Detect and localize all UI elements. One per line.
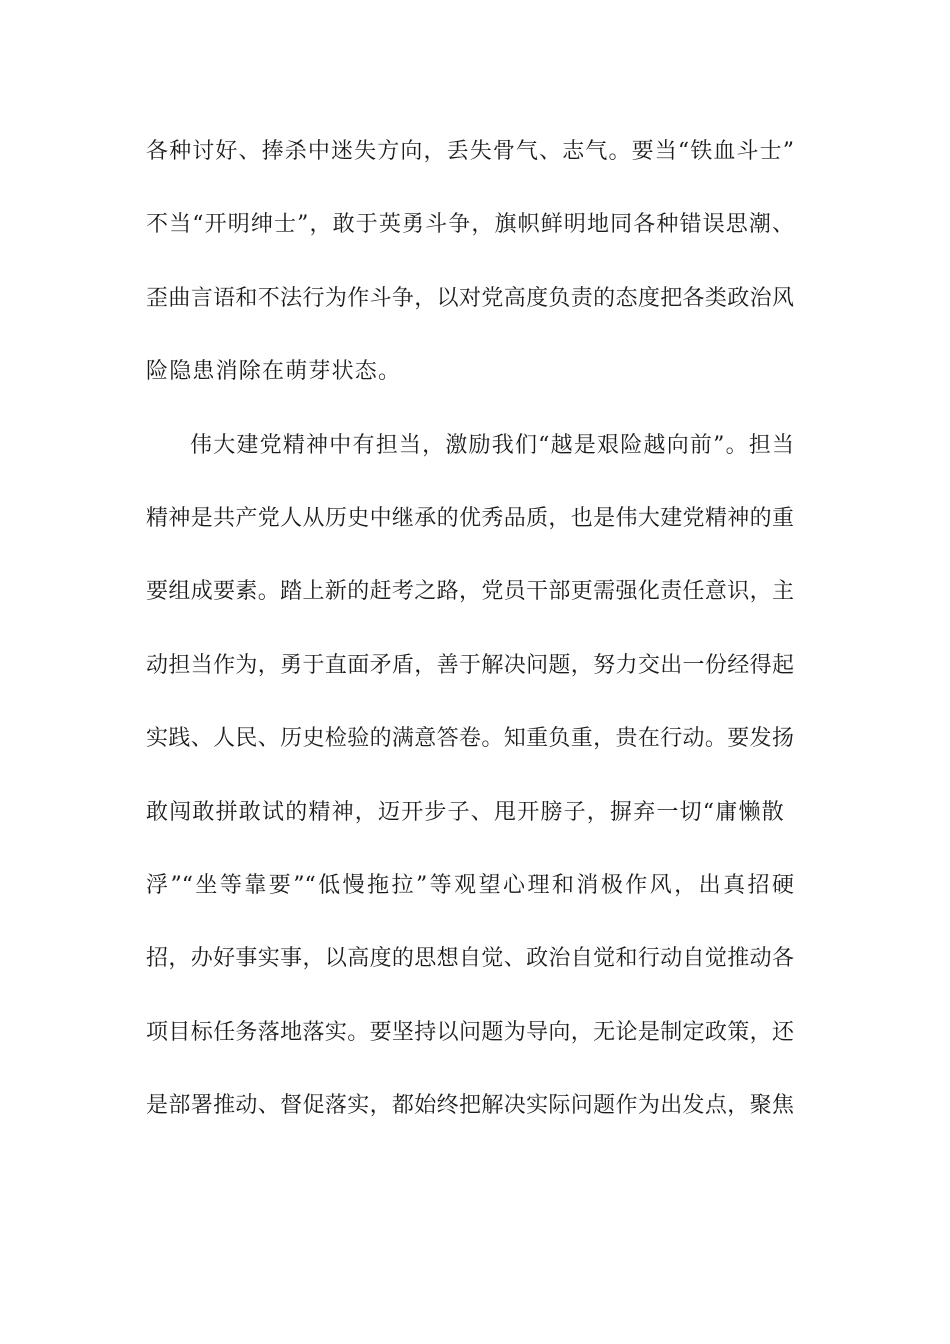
text-line-6: 精神是共产党人从历史中继承的优秀品质，也是伟大建党精神的重: [146, 505, 794, 531]
text-line-10: 敢闯敢拼敢试的精神，迈开步子、甩开膀子，摒弃一切“庸懒散: [146, 799, 785, 825]
text-line-1: 各种讨好、捧杀中迷失方向，丢失骨气、志气。要当“铁血斗士”: [146, 139, 794, 164]
text-line-5: 伟大建党精神中有担当，激励我们“越是艰险越向前”。担当: [190, 432, 794, 458]
text-line-2: 不当“开明绅士”，敢于英勇斗争，旗帜鲜明地同各种错误思潮、: [146, 212, 794, 238]
text-line-9: 实践、人民、历史检验的满意答卷。知重负重，贵在行动。要发扬: [146, 726, 794, 752]
text-line-4: 险隐患消除在萌芽状态。: [146, 359, 402, 385]
text-line-12: 招，办好事实事，以高度的思想自觉、政治自觉和行动自觉推动各: [146, 946, 794, 972]
text-line-14: 是部署推动、督促落实，都始终把解决实际问题作为出发点，聚焦: [146, 1093, 794, 1119]
text-line-13: 项目标任务落地落实。要坚持以问题为导向，无论是制定政策，还: [146, 1019, 794, 1045]
text-line-11: 浮”“坐等靠要”“低慢拖拉”等观望心理和消极作风，出真招硬: [146, 872, 794, 898]
text-line-8: 动担当作为，勇于直面矛盾，善于解决问题，努力交出一份经得起: [146, 652, 794, 678]
body-text: [146, 132, 794, 1159]
text-line-7: 要组成要素。踏上新的赶考之路，党员干部更需强化责任意识，主: [146, 579, 794, 605]
text-line-3: 歪曲言语和不法行为作斗争，以对党高度负责的态度把各类政治风: [146, 285, 794, 311]
